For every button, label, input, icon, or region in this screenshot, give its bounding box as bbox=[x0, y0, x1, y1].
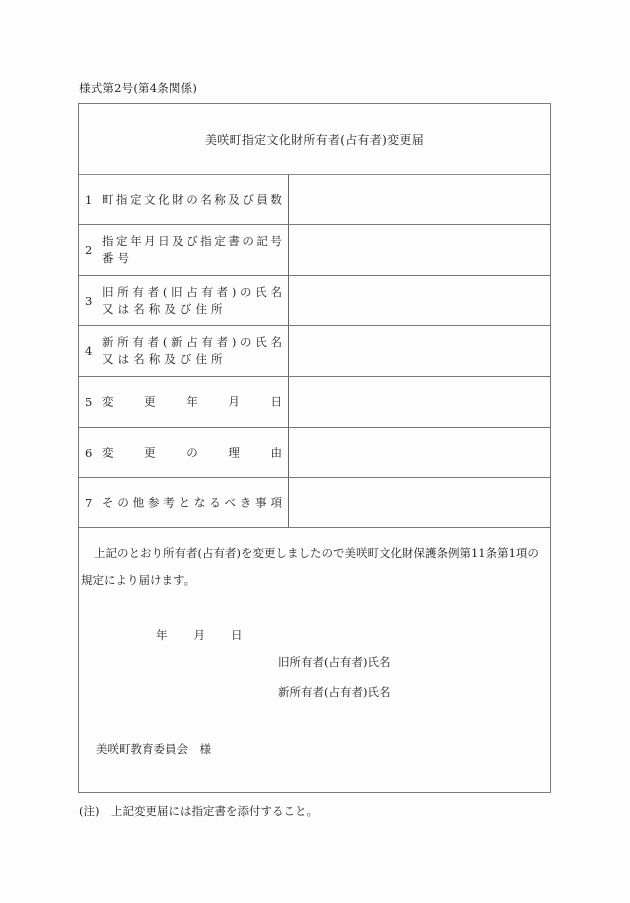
month-label: 月 bbox=[193, 628, 205, 642]
item-number: 2 bbox=[85, 243, 93, 257]
item-number: 3 bbox=[85, 293, 93, 308]
item-number: 5 bbox=[85, 395, 93, 409]
item-row-3 bbox=[79, 276, 550, 326]
item-number: 1 bbox=[85, 192, 93, 207]
item-row-4 bbox=[79, 326, 550, 377]
item-value-old-owner[interactable] bbox=[289, 276, 550, 325]
item-label: 変 更 年 月 日 bbox=[102, 394, 282, 409]
item-value-change-reason[interactable] bbox=[289, 428, 550, 477]
item-label: そ の 他 参 考 と な る べ き 事 項 bbox=[102, 495, 282, 509]
item-label: 変 更 の 理 由 bbox=[102, 445, 282, 459]
year-label: 年 bbox=[156, 628, 168, 642]
notification-form bbox=[78, 103, 551, 793]
item-label: 新 所 有 者 ( 新 占 有 者 ) の 氏 名 又 は 名 称 及 び 住 所 bbox=[102, 335, 282, 366]
item-row-1 bbox=[79, 175, 550, 225]
item-label: 町 指 定 文 化 財 の 名 称 及 び 員 数 bbox=[102, 192, 282, 206]
item-row-7 bbox=[79, 478, 550, 528]
item-number: 4 bbox=[85, 344, 93, 358]
item-value-new-owner[interactable] bbox=[289, 326, 550, 376]
item-value-designation-date[interactable] bbox=[289, 225, 550, 275]
item-value-cultural-property-name[interactable] bbox=[289, 175, 550, 224]
declaration-text: 上記のとおり所有者(占有者)を変更しましたので美咲町文化財保護条例第11条第1項の 規定により届けます。 bbox=[81, 546, 539, 587]
item-value-change-date[interactable] bbox=[289, 377, 550, 427]
form-title-row bbox=[79, 104, 550, 175]
item-row-5 bbox=[79, 377, 550, 428]
new-owner-signature[interactable]: 新所有者(占有者)氏名 bbox=[278, 685, 391, 699]
form-title: 美咲町指定文化財所有者(占有者)変更届 bbox=[204, 132, 425, 147]
declaration-section bbox=[79, 528, 550, 792]
form-number: 様式第2号(第4条関係) bbox=[79, 81, 198, 95]
item-number: 7 bbox=[85, 495, 93, 510]
addressee: 美咲町教育委員会 様 bbox=[96, 742, 211, 756]
item-number: 6 bbox=[85, 445, 93, 460]
item-label: 指 定 年 月 日 及 び 指 定 書 の 記 号 番号 bbox=[102, 234, 282, 265]
footnote: (注) 上記変更届には指定書を添付すること。 bbox=[79, 804, 318, 818]
item-value-other-notes[interactable] bbox=[289, 478, 550, 527]
item-label: 旧 所 有 者 ( 旧 占 有 者 ) の 氏 名 又 は 名 称 及 び 住 所 bbox=[102, 284, 282, 316]
old-owner-signature[interactable]: 旧所有者(占有者)氏名 bbox=[278, 655, 391, 669]
item-row-6 bbox=[79, 428, 550, 478]
item-row-2 bbox=[79, 225, 550, 276]
submission-date[interactable] bbox=[156, 627, 243, 643]
day-label: 日 bbox=[231, 628, 243, 642]
